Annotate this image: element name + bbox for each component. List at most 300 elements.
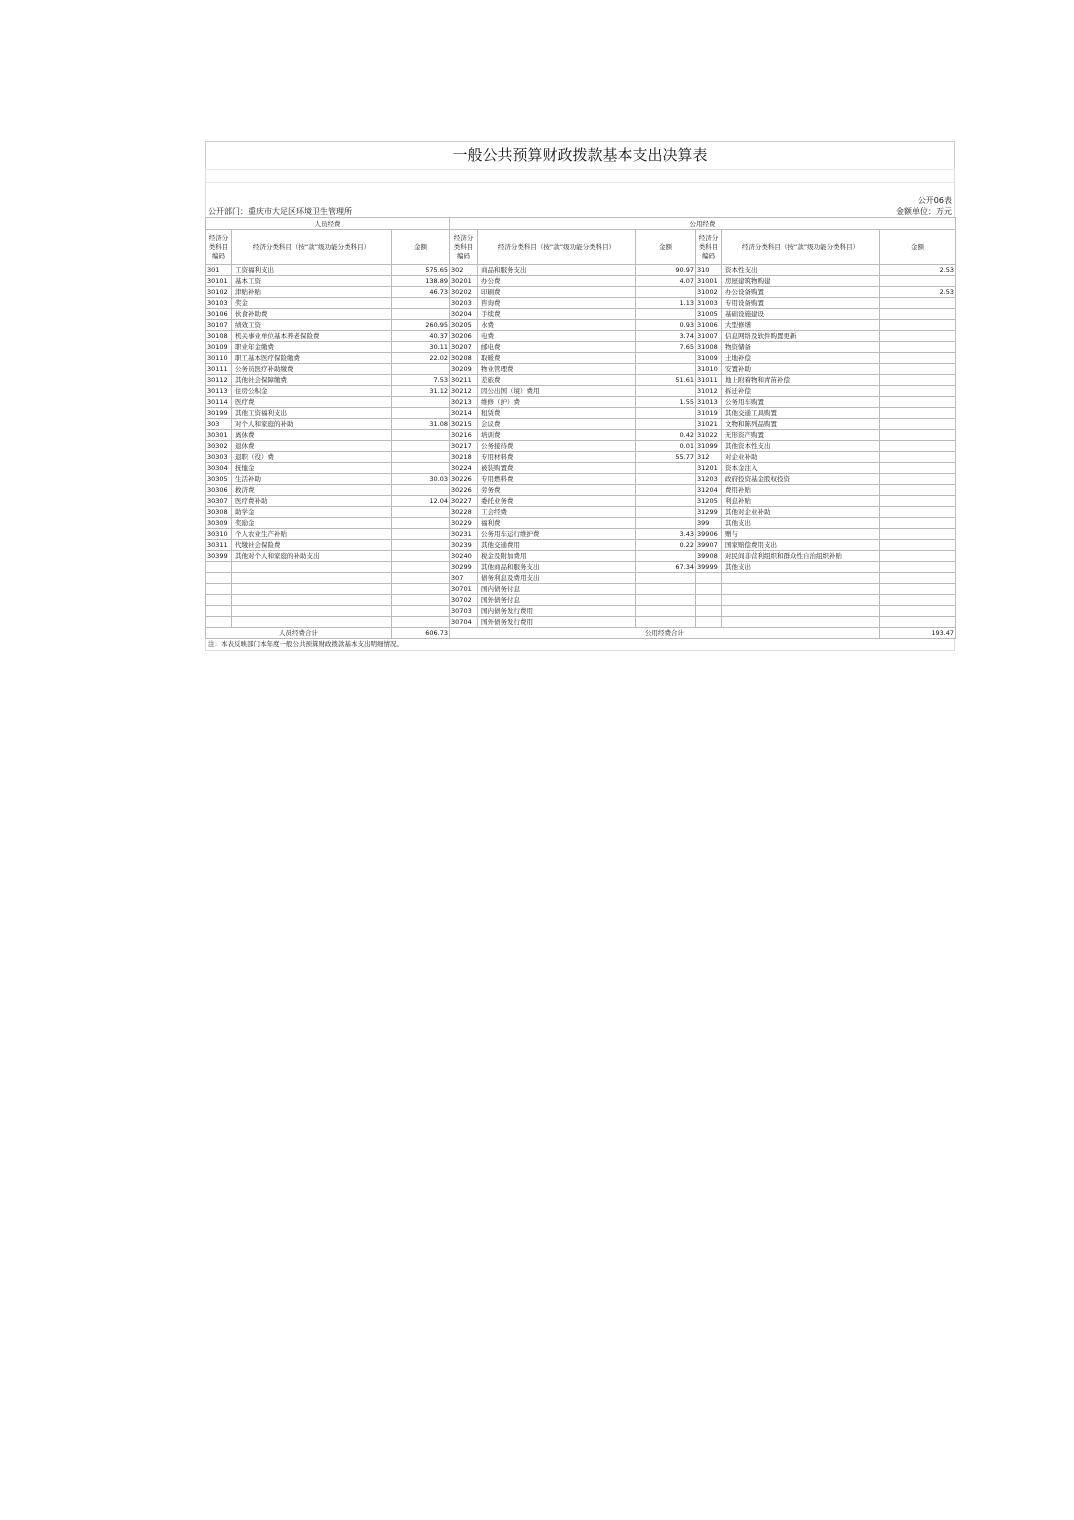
public-amount-cell (636, 573, 696, 584)
table-row (206, 408, 956, 419)
personnel-amount-cell (392, 595, 450, 606)
capital-code-cell: 31205 (696, 496, 722, 507)
public-code-cell: 30702 (450, 595, 478, 606)
public-amount-cell: 67.34 (636, 562, 696, 573)
capital-amount-cell (880, 320, 956, 331)
public-amount-cell (636, 496, 696, 507)
col-header-name: 经济分类科目（按“款”级功能分类科目） (478, 230, 636, 265)
public-amount-cell: 90.97 (636, 265, 696, 276)
capital-amount-cell (880, 375, 956, 386)
capital-code-cell: 31012 (696, 386, 722, 397)
table-row (206, 562, 956, 573)
capital-item-cell: 专用设备购置 (722, 298, 880, 309)
table-row (206, 419, 956, 430)
public-item-cell: 维修（护）费 (478, 397, 636, 408)
public-amount-cell: 0.93 (636, 320, 696, 331)
capital-amount-cell (880, 419, 956, 430)
public-amount-cell (636, 353, 696, 364)
public-total-value: 193.47 (880, 628, 956, 639)
capital-code-cell: 31009 (696, 353, 722, 364)
capital-item-cell: 对企业补助 (722, 452, 880, 463)
public-code-cell: 30227 (450, 496, 478, 507)
capital-item-cell: 安置补助 (722, 364, 880, 375)
public-code-cell: 30203 (450, 298, 478, 309)
personnel-amount-cell (392, 562, 450, 573)
personnel-code-cell: 30106 (206, 309, 232, 320)
capital-amount-cell (880, 617, 956, 628)
personnel-item-cell (232, 584, 392, 595)
personnel-item-cell (232, 606, 392, 617)
personnel-code-cell: 30110 (206, 353, 232, 364)
personnel-code-cell: 301 (206, 265, 232, 276)
capital-item-cell: 物资储备 (722, 342, 880, 353)
public-amount-cell (636, 606, 696, 617)
capital-item-cell: 文物和陈列品购置 (722, 419, 880, 430)
capital-code-cell: 31010 (696, 364, 722, 375)
personnel-amount-cell (392, 606, 450, 617)
capital-item-cell: 其他资本性支出 (722, 441, 880, 452)
public-amount-cell: 51.61 (636, 375, 696, 386)
capital-amount-cell (880, 441, 956, 452)
personnel-item-cell: 医疗费 (232, 397, 392, 408)
personnel-amount-cell (392, 408, 450, 419)
public-item-cell: 会议费 (478, 419, 636, 430)
public-code-cell: 30703 (450, 606, 478, 617)
capital-item-cell: 国家赔偿费用支出 (722, 540, 880, 551)
capital-amount-cell (880, 573, 956, 584)
public-code-cell: 30208 (450, 353, 478, 364)
capital-amount-cell (880, 342, 956, 353)
capital-amount-cell (880, 606, 956, 617)
unit-label: 金额单位：万元 (896, 207, 952, 216)
public-item-cell: 国内债务发行费用 (478, 606, 636, 617)
table-row (206, 529, 956, 540)
public-item-cell: 其他商品和服务支出 (478, 562, 636, 573)
public-amount-cell (636, 551, 696, 562)
capital-item-cell (722, 617, 880, 628)
personnel-item-cell: 职业年金缴费 (232, 342, 392, 353)
capital-item-cell: 房屋建筑物购建 (722, 276, 880, 287)
col-header-code: 经济分类科目编码 (450, 230, 478, 265)
public-item-cell: 债务利息及费用支出 (478, 573, 636, 584)
personnel-amount-cell (392, 540, 450, 551)
public-code-cell: 30205 (450, 320, 478, 331)
public-amount-cell (636, 309, 696, 320)
personnel-code-cell (206, 606, 232, 617)
personnel-amount-cell (392, 309, 450, 320)
capital-amount-cell (880, 353, 956, 364)
public-item-cell: 国内债务付息 (478, 584, 636, 595)
capital-code-cell: 31099 (696, 441, 722, 452)
personnel-item-cell: 津贴补贴 (232, 287, 392, 298)
personnel-amount-cell (392, 298, 450, 309)
department-label: 公开部门：重庆市大足区环境卫生管理所 (208, 207, 352, 216)
public-item-cell: 取暖费 (478, 353, 636, 364)
personnel-amount-cell (392, 518, 450, 529)
personnel-code-cell: 30301 (206, 430, 232, 441)
capital-item-cell: 对民间非营利组织和群众性自治组织补贴 (722, 551, 880, 562)
public-item-cell: 租赁费 (478, 408, 636, 419)
personnel-item-cell: 抚恤金 (232, 463, 392, 474)
personnel-amount-cell (392, 441, 450, 452)
capital-item-cell: 地上附着物和青苗补偿 (722, 375, 880, 386)
capital-amount-cell (880, 551, 956, 562)
table-row (206, 342, 956, 353)
capital-code-cell: 310 (696, 265, 722, 276)
table-row (206, 386, 956, 397)
col-header-amount: 金额 (392, 230, 450, 265)
capital-amount-cell (880, 529, 956, 540)
personnel-item-cell: 奖励金 (232, 518, 392, 529)
personnel-code-cell: 30303 (206, 452, 232, 463)
personnel-code-cell (206, 595, 232, 606)
public-code-cell: 30226 (450, 485, 478, 496)
capital-code-cell: 31019 (696, 408, 722, 419)
personnel-item-cell: 职工基本医疗保险缴费 (232, 353, 392, 364)
personnel-item-cell (232, 595, 392, 606)
personnel-item-cell: 个人农业生产补贴 (232, 529, 392, 540)
personnel-item-cell (232, 562, 392, 573)
capital-code-cell (696, 606, 722, 617)
public-item-cell: 咨询费 (478, 298, 636, 309)
personnel-amount-cell (392, 430, 450, 441)
public-amount-cell: 4.07 (636, 276, 696, 287)
personnel-code-cell: 30302 (206, 441, 232, 452)
personnel-amount-cell: 575.65 (392, 265, 450, 276)
personnel-amount-cell: 7.53 (392, 375, 450, 386)
personnel-group-header: 人员经费 (206, 218, 450, 230)
capital-item-cell: 无形资产购置 (722, 430, 880, 441)
public-amount-cell: 1.13 (636, 298, 696, 309)
table-row (206, 573, 956, 584)
public-item-cell: 公务用车运行维护费 (478, 529, 636, 540)
public-item-cell: 印刷费 (478, 287, 636, 298)
capital-code-cell: 312 (696, 452, 722, 463)
table-row (206, 353, 956, 364)
personnel-amount-cell (392, 617, 450, 628)
personnel-code-cell: 30305 (206, 474, 232, 485)
capital-code-cell: 31011 (696, 375, 722, 386)
table-row (206, 309, 956, 320)
capital-code-cell: 31008 (696, 342, 722, 353)
capital-item-cell: 其他支出 (722, 518, 880, 529)
blank-row (205, 169, 955, 182)
table-row (206, 441, 956, 452)
col-header-amount: 金额 (636, 230, 696, 265)
public-code-cell: 30704 (450, 617, 478, 628)
capital-code-cell: 31299 (696, 507, 722, 518)
public-amount-cell (636, 463, 696, 474)
capital-code-cell: 31006 (696, 320, 722, 331)
personnel-code-cell: 30399 (206, 551, 232, 562)
capital-item-cell: 其他对企业补助 (722, 507, 880, 518)
capital-code-cell: 399 (696, 518, 722, 529)
capital-amount-cell (880, 485, 956, 496)
public-code-cell: 30213 (450, 397, 478, 408)
capital-code-cell: 31204 (696, 485, 722, 496)
public-code-cell: 30216 (450, 430, 478, 441)
personnel-code-cell: 30311 (206, 540, 232, 551)
capital-amount-cell (880, 584, 956, 595)
personnel-amount-cell (392, 529, 450, 540)
capital-code-cell: 31203 (696, 474, 722, 485)
personnel-code-cell: 30108 (206, 331, 232, 342)
personnel-item-cell: 绩效工资 (232, 320, 392, 331)
capital-amount-cell: 2.53 (880, 265, 956, 276)
personnel-code-cell: 30112 (206, 375, 232, 386)
public-item-cell: 工会经费 (478, 507, 636, 518)
personnel-code-cell: 30107 (206, 320, 232, 331)
public-item-cell: 国外债务付息 (478, 595, 636, 606)
public-amount-cell (636, 485, 696, 496)
personnel-amount-cell: 22.02 (392, 353, 450, 364)
public-item-cell: 公务接待费 (478, 441, 636, 452)
capital-code-cell: 31021 (696, 419, 722, 430)
personnel-item-cell: 基本工资 (232, 276, 392, 287)
personnel-item-cell: 奖金 (232, 298, 392, 309)
public-item-cell: 福利费 (478, 518, 636, 529)
capital-code-cell: 31002 (696, 287, 722, 298)
column-header-row (206, 230, 956, 265)
public-code-cell: 30207 (450, 342, 478, 353)
capital-item-cell (722, 595, 880, 606)
public-item-cell: 劳务费 (478, 485, 636, 496)
personnel-code-cell: 30309 (206, 518, 232, 529)
capital-item-cell: 资本金注入 (722, 463, 880, 474)
capital-item-cell: 费用补贴 (722, 485, 880, 496)
personnel-amount-cell: 30.03 (392, 474, 450, 485)
capital-amount-cell (880, 496, 956, 507)
personnel-amount-cell: 12.04 (392, 496, 450, 507)
personnel-code-cell: 30101 (206, 276, 232, 287)
personnel-amount-cell: 31.12 (392, 386, 450, 397)
public-item-cell: 国外债务发行费用 (478, 617, 636, 628)
personnel-code-cell: 30304 (206, 463, 232, 474)
personnel-code-cell (206, 584, 232, 595)
personnel-item-cell: 公务员医疗补助缴费 (232, 364, 392, 375)
capital-code-cell: 39906 (696, 529, 722, 540)
expenditure-table (205, 217, 956, 639)
capital-item-cell (722, 584, 880, 595)
table-row (206, 265, 956, 276)
public-code-cell: 30217 (450, 441, 478, 452)
col-header-code: 经济分类科目编码 (206, 230, 232, 265)
public-code-cell: 30209 (450, 364, 478, 375)
personnel-code-cell: 30102 (206, 287, 232, 298)
capital-amount-cell (880, 408, 956, 419)
public-item-cell: 物业管理费 (478, 364, 636, 375)
personnel-item-cell: 对个人和家庭的补助 (232, 419, 392, 430)
capital-code-cell: 31007 (696, 331, 722, 342)
public-amount-cell: 1.55 (636, 397, 696, 408)
public-item-cell: 专用燃料费 (478, 474, 636, 485)
capital-amount-cell (880, 331, 956, 342)
capital-amount-cell (880, 309, 956, 320)
personnel-amount-cell: 31.08 (392, 419, 450, 430)
capital-amount-cell (880, 518, 956, 529)
table-row (206, 397, 956, 408)
capital-item-cell: 资本性支出 (722, 265, 880, 276)
personnel-item-cell: 退休费 (232, 441, 392, 452)
personnel-amount-cell (392, 485, 450, 496)
capital-item-cell: 公务用车购置 (722, 397, 880, 408)
public-code-cell: 30226 (450, 474, 478, 485)
public-item-cell: 邮电费 (478, 342, 636, 353)
public-amount-cell (636, 364, 696, 375)
capital-item-cell: 大型修缮 (722, 320, 880, 331)
public-amount-cell (636, 595, 696, 606)
capital-item-cell (722, 606, 880, 617)
personnel-code-cell: 30199 (206, 408, 232, 419)
capital-amount-cell (880, 430, 956, 441)
table-row (206, 452, 956, 463)
personnel-code-cell: 30113 (206, 386, 232, 397)
personnel-amount-cell (392, 397, 450, 408)
public-code-cell: 30240 (450, 551, 478, 562)
public-amount-cell (636, 386, 696, 397)
personnel-amount-cell: 30.11 (392, 342, 450, 353)
personnel-code-cell: 30310 (206, 529, 232, 540)
table-row (206, 507, 956, 518)
personnel-code-cell: 30114 (206, 397, 232, 408)
public-item-cell: 商品和服务支出 (478, 265, 636, 276)
personnel-amount-cell: 138.89 (392, 276, 450, 287)
public-amount-cell (636, 474, 696, 485)
table-row (206, 606, 956, 617)
capital-amount-cell (880, 474, 956, 485)
public-amount-cell (636, 584, 696, 595)
capital-code-cell: 31001 (696, 276, 722, 287)
personnel-item-cell: 住房公积金 (232, 386, 392, 397)
personnel-item-cell: 医疗费补助 (232, 496, 392, 507)
table-row (206, 496, 956, 507)
personnel-amount-cell: 260.95 (392, 320, 450, 331)
public-item-cell: 办公费 (478, 276, 636, 287)
public-code-cell: 30218 (450, 452, 478, 463)
table-row (206, 276, 956, 287)
capital-amount-cell: 2.53 (880, 287, 956, 298)
public-amount-cell: 3.74 (636, 331, 696, 342)
capital-item-cell: 信息网络及软件购置更新 (722, 331, 880, 342)
capital-amount-cell (880, 298, 956, 309)
table-row (206, 331, 956, 342)
report-sheet (205, 141, 955, 651)
personnel-item-cell: 救济费 (232, 485, 392, 496)
capital-item-cell: 利息补贴 (722, 496, 880, 507)
personnel-amount-cell (392, 584, 450, 595)
table-row (206, 463, 956, 474)
public-item-cell: 税金及附加费用 (478, 551, 636, 562)
public-item-cell: 水费 (478, 320, 636, 331)
footnote: 注：本表反映部门本年度一般公共预算财政拨款基本支出明细情况。 (205, 639, 955, 651)
capital-code-cell: 39908 (696, 551, 722, 562)
public-group-header: 公用经费 (450, 218, 956, 230)
personnel-total-value: 606.73 (392, 628, 450, 639)
public-code-cell: 30299 (450, 562, 478, 573)
capital-item-cell: 办公设备购置 (722, 287, 880, 298)
capital-code-cell (696, 584, 722, 595)
personnel-item-cell (232, 617, 392, 628)
personnel-code-cell (206, 562, 232, 573)
capital-amount-cell (880, 540, 956, 551)
table-number-row (205, 195, 955, 206)
table-row (206, 320, 956, 331)
table-row (206, 584, 956, 595)
public-amount-cell: 0.22 (636, 540, 696, 551)
personnel-item-cell: 离休费 (232, 430, 392, 441)
department-row (205, 206, 955, 217)
capital-amount-cell (880, 452, 956, 463)
personnel-amount-cell: 46.73 (392, 287, 450, 298)
capital-code-cell (696, 595, 722, 606)
table-row (206, 287, 956, 298)
table-body (206, 265, 956, 628)
public-code-cell: 30701 (450, 584, 478, 595)
table-row (206, 617, 956, 628)
table-row (206, 298, 956, 309)
personnel-item-cell: 生活补助 (232, 474, 392, 485)
public-code-cell: 30212 (450, 386, 478, 397)
personnel-item-cell: 工资福利支出 (232, 265, 392, 276)
group-header-row (206, 218, 956, 230)
capital-code-cell (696, 573, 722, 584)
public-code-cell: 30229 (450, 518, 478, 529)
table-row (206, 485, 956, 496)
report-title: 一般公共预算财政拨款基本支出决算表 (205, 141, 955, 169)
personnel-code-cell: 30103 (206, 298, 232, 309)
table-row (206, 430, 956, 441)
capital-amount-cell (880, 364, 956, 375)
public-item-cell: 手续费 (478, 309, 636, 320)
capital-code-cell: 39999 (696, 562, 722, 573)
col-header-name: 经济分类科目（按“款”级功能分类科目） (232, 230, 392, 265)
public-amount-cell: 7.65 (636, 342, 696, 353)
capital-item-cell: 土地补偿 (722, 353, 880, 364)
table-row (206, 540, 956, 551)
public-item-cell: 专用材料费 (478, 452, 636, 463)
capital-code-cell (696, 617, 722, 628)
personnel-item-cell: 代缴社会保险费 (232, 540, 392, 551)
capital-amount-cell (880, 397, 956, 408)
capital-amount-cell (880, 595, 956, 606)
public-code-cell: 30202 (450, 287, 478, 298)
personnel-total-label: 人员经费合计 (206, 628, 392, 639)
capital-code-cell: 31022 (696, 430, 722, 441)
capital-amount-cell (880, 386, 956, 397)
col-header-amount: 金额 (880, 230, 956, 265)
personnel-item-cell: 机关事业单位基本养老保险费 (232, 331, 392, 342)
capital-code-cell: 31005 (696, 309, 722, 320)
public-amount-cell (636, 518, 696, 529)
public-item-cell: 被装购置费 (478, 463, 636, 474)
personnel-item-cell: 助学金 (232, 507, 392, 518)
capital-code-cell: 31201 (696, 463, 722, 474)
personnel-code-cell: 303 (206, 419, 232, 430)
capital-item-cell: 基础设施建设 (722, 309, 880, 320)
public-amount-cell (636, 617, 696, 628)
public-item-cell: 其他交通费用 (478, 540, 636, 551)
personnel-code-cell: 30307 (206, 496, 232, 507)
public-code-cell: 30228 (450, 507, 478, 518)
personnel-code-cell: 30308 (206, 507, 232, 518)
public-code-cell: 30224 (450, 463, 478, 474)
capital-item-cell: 拆迁补偿 (722, 386, 880, 397)
capital-item-cell: 其他交通工具购置 (722, 408, 880, 419)
public-code-cell: 30211 (450, 375, 478, 386)
public-code-cell: 30231 (450, 529, 478, 540)
table-row (206, 375, 956, 386)
personnel-amount-cell (392, 452, 450, 463)
